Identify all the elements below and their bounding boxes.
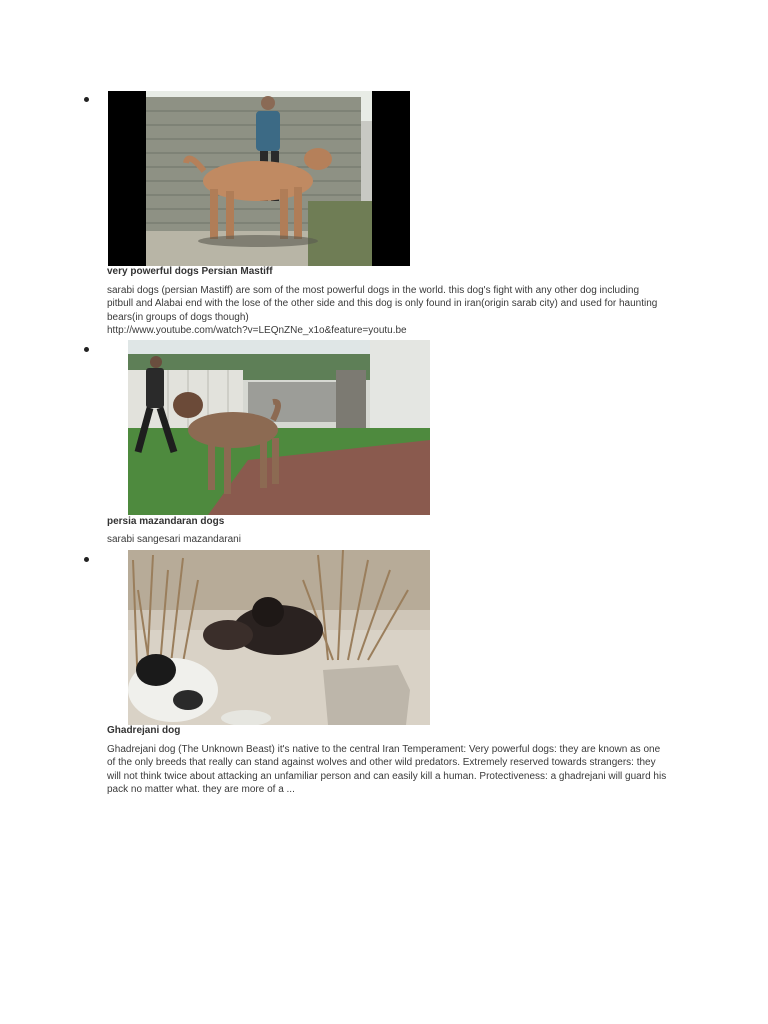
list-bullet (84, 347, 89, 352)
item-title[interactable]: Ghadrejani dog (107, 725, 181, 736)
list-bullet (84, 557, 89, 562)
item-description (107, 284, 667, 338)
item-title[interactable]: persia mazandaran dogs (107, 516, 225, 527)
list-bullet (84, 97, 89, 102)
item-title[interactable]: very powerful dogs Persian Mastiff (107, 266, 273, 277)
mazandaran-dogs-photo[interactable] (128, 340, 430, 515)
ghadrejani-dog-photo[interactable] (128, 550, 430, 725)
item-description: sarabi sangesari mazandarani (107, 534, 241, 545)
youtube-link[interactable]: http://www.youtube.com/watch?v=LEQnZNe_x1o&feature=youtu.be (107, 325, 407, 337)
persian-mastiff-image (108, 91, 410, 266)
persian-mastiff-photo[interactable] (108, 91, 410, 266)
item-description: Ghadrejani dog (The Unknown Beast) it's native to the central Iran Temperament: Very powerful dogs: they are known as one of the only breeds that really can stand against wolves and other wild predators. Extremely reserved towards strangers: they will not think twice about attacking an unfamiliar person and can easily kill a human. Protectiveness: a ghadrejani will guard his pack no matter what. they are more of a ... (107, 744, 667, 796)
mazandaran-dogs-image (128, 340, 430, 515)
item-description-text: sarabi dogs (persian Mastiff) are som of the most powerful dogs in the world. this dog's fight with any other dog including pitbull and Alabai end with the lose of the other side and this dog is only found in iran(origin sarab city) and used for haunting bears(in groups of dogs though) (107, 285, 658, 323)
ghadrejani-dog-image (128, 550, 430, 725)
